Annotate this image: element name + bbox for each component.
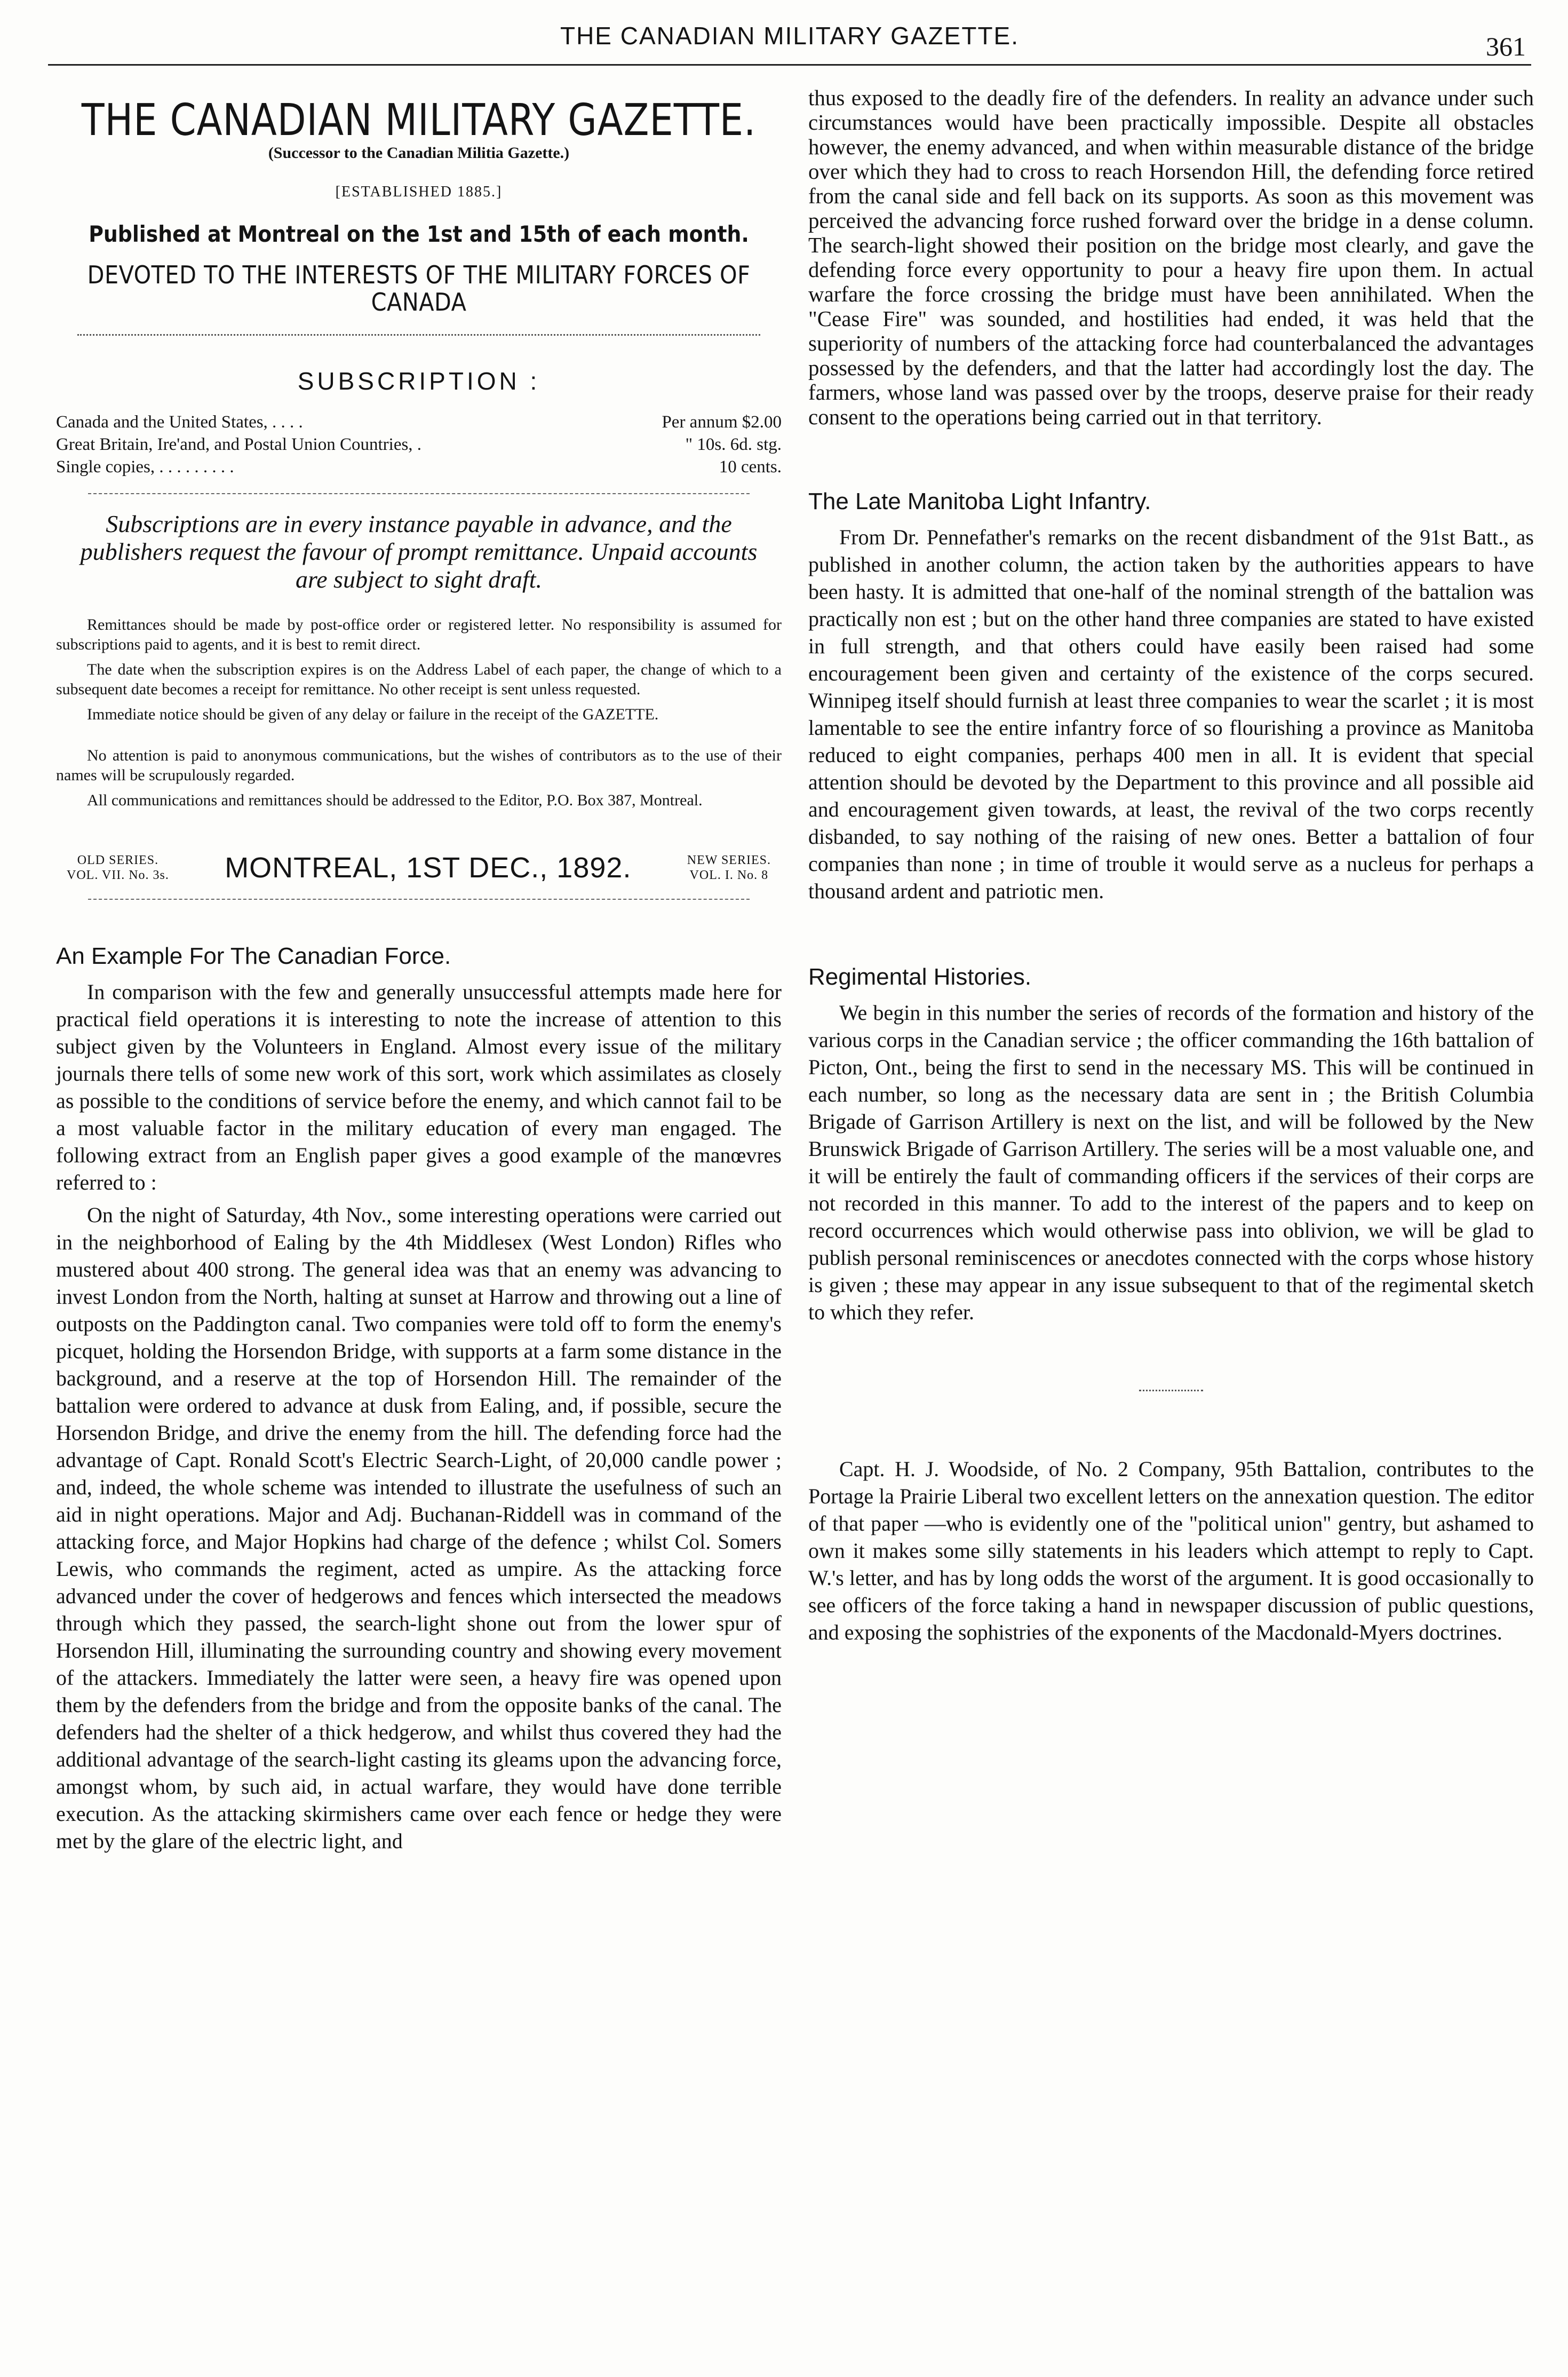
new-series — [687, 853, 771, 883]
masthead-established: [ESTABLISHED 1885.] — [335, 184, 503, 200]
notice-paragraph: No attention is paid to anonymous communications, but the wishes of contributors as to the use of their names will be scrupulously regarded. — [56, 747, 782, 784]
old-series-volume: VOL. VII. No. 3s. — [67, 868, 169, 882]
left-column — [56, 85, 782, 1860]
notice-paragraph: The date when the subscription expires is on the Address Label of each paper, the change of which to a subsequent date becomes a receipt for remittance. No other receipt is sent unless requested. — [56, 661, 782, 698]
masthead-published: Published at Montreal on the 1st and 15th of each month. — [89, 221, 749, 247]
masthead-devoted: DEVOTED TO THE INTERESTS OF THE MILITARY FORCES OF CANADA — [87, 260, 751, 316]
masthead-successor: (Successor to the Canadian Militia Gazette.) — [268, 144, 570, 162]
running-header-title: THE CANADIAN MILITARY GAZETTE. — [560, 22, 1019, 50]
article-paragraph: We begin in this number the series of records of the formation and history of the various corps in the Canadian service ; the officer commanding the 16th battalion of Picton, Ont., being the first to send in the necessary MS. This will be continued in each number, so long as the necessary data are sent in ; the British Columbia Brigade of Garrison Artillery is next on the list, and will be followed by the New Brunswick Brigade of Garrison Artillery. The series will be a most valuable one, and it will be entirely the fault of commanding officers if the services of their corps are not recorded in this manner. To add to the interest of the papers and to keep on record occurrences which would otherwise pass into oblivion, we will be glad to publish personal reminiscences or anecdotes connected with the corps whose history is given ; these may appear in any issue subsequent to that of the regimental sketch to which they refer. — [808, 1001, 1534, 1324]
new-series-volume: VOL. I. No. 8 — [689, 868, 769, 882]
rate-row — [56, 456, 782, 478]
rate-row — [56, 411, 782, 433]
divider — [88, 493, 750, 494]
rate-label: Canada and the United States, . . . . — [56, 413, 303, 432]
rate-row — [56, 433, 782, 456]
old-series-label: OLD SERIES. — [77, 853, 159, 867]
notice-paragraph: Immediate notice should be given of any delay or failure in the receipt of the GAZETTE. — [87, 706, 659, 723]
new-series-label: NEW SERIES. — [687, 853, 771, 867]
article-paragraph: Capt. H. J. Woodside, of No. 2 Company, 95th Battalion, contributes to the Portage la Prairie Liberal two excellent letters on the annexation question. The editor of that paper —who is evidently one of the "political union" gentry, but ashamed to own it makes some silly statements in his leaders which attempt to reply to Capt. W.'s letter, and has by long odds the worst of the argument. It is good occasionally to see officers of the force taking a hand in newspaper discussion of public questions, and exposing the sophistries of the exponents of the Macdonald-Myers doctrines. — [808, 1457, 1534, 1644]
article-paragraph: On the night of Saturday, 4th Nov., some interesting operations were carried out in the neighborhood of Ealing by the 4th Middlesex (West London) Rifles who mustered about 400 strong. The general idea was that an enemy was advancing to invest London from the North, halting at sunset at Harrow and throwing out a line of outposts on the Paddington canal. Two companies were told off to form the enemy's picquet, holding the Horsendon Bridge, with supports at a farm some distance in the background, and a reserve at the top of Horsendon Hill. The remainder of the battalion were ordered to advance at dusk from Ealing, and, if possible, secure the Horsendon Bridge, and drive the enemy from the hill. The defending force had the advantage of Capt. Ronald Scott's Electric Search-Light, of 20,000 candle power ; and, indeed, the whole scheme was intended to illustrate the usefulness of such an aid in night operations. Major and Adj. Buchanan-Riddell was in command of the attacking force, and Major Hopkins had charge of the defence ; whilst Col. Somers Lewis, who commands the regiment, acted as umpire. As the attacking force advanced under the cover of hedgerows and fences which intersected the meadows through which they passed, the search-light shone out from the lower spur of Horsendon Hill, illuminating the surrounding country and showing every movement of the attackers. Immediately the latter were seen, a heavy fire was opened upon them by the defenders from the bridge and from the opposite banks of the canal. The defenders had the shelter of a thick hedgerow, and whilst thus covered they had the additional advantage of the search-light casting its gleams upon the advancing force, amongst whom, by such aid, in actual warfare, they would have done terrible execution. As the attacking skirmishers came over each fence or hedge they were met by the glare of the electric light, and — [56, 1203, 782, 1853]
rate-value: " 10s. 6d. stg. — [685, 435, 782, 454]
divider — [88, 899, 750, 900]
divider — [1139, 1390, 1203, 1391]
rate-value: Per annum $2.00 — [662, 413, 782, 432]
article-heading: Regimental Histories. — [808, 964, 1032, 990]
article-paragraph: In comparison with the few and generally unsuccessful attempts made here for practical field operations it is interesting to note the increase of attention to this subject given by the Volunteers in England. Almost every issue of the military journals there tells of some new work of this sort, work which assimilates as closely as possible to the conditions of service before the enemy, and which cannot fail to be a most valuable factor in the military education of every man engaged. The following extract from an English paper gives a good example of the manœvres referred to : — [56, 980, 782, 1194]
divider — [77, 334, 760, 336]
notice-paragraph: Remittances should be made by post-office order or registered letter. No responsibility is assumed for subscriptions paid to agents, and it is best to remit direct. — [56, 616, 782, 653]
old-series — [67, 853, 169, 883]
article-continuation: thus exposed to the deadly fire of the defenders. In reality an advance under such circumstances would have been practically impossible. Despite all obstacles however, the enemy advanced, and when within measurable distance of the bridge over which they had to cross to reach Horsendon Hill, the defending force retired from the canal side and fell back on its supports. As soon as this movement was perceived the advancing force rushed forward over the bridge in a dense column. The search-light showed their position on the bridge most clearly, and gave the defending force every opportunity to pour a heavy fire upon them. In actual warfare the force crossing the bridge must have been annihilated. When the "Cease Fire" was sounded, and hostilities had ended, it was held that the superiority of numbers of the attacking force had counterbalanced the advantages possessed by the defenders, and that the latter had accordingly lost the day. The farmers, whose land was passed over by the troops, deserve praise for their ready consent to the operations being carried out in that territory. — [808, 85, 1534, 429]
article-heading: An Example For The Canadian Force. — [56, 943, 451, 969]
right-column — [808, 85, 1534, 1651]
dateline — [67, 853, 771, 883]
issue-date: MONTREAL, 1ST DEC., 1892. — [225, 851, 632, 884]
rate-label: Single copies, . . . . . . . . . — [56, 457, 234, 477]
subscription-heading: SUBSCRIPTION : — [297, 367, 540, 395]
masthead-title: THE CANADIAN MILITARY GAZETTE. — [81, 95, 757, 146]
page-number: 361 — [1486, 31, 1526, 61]
article-paragraph: From Dr. Pennefather's remarks on the recent disbandment of the 91st Batt., as published in another column, the action taken by the authorities appears to have been hasty. It is admitted that one-half of the nominal strength of the battalion was practically non est ; but on the other hand three companies are stated to have existed in full strength, and that others could have easily been raised had some encouragement been given and certainty of the existence of the corps secured. Winnipeg itself should furnish at least three companies to wear the scarlet ; it is most lamentable to see the entire infantry force of so flourishing a province as Manitoba reduced to eight companies, perhaps 400 men in all. It is evident that special attention should be devoted by the Department to this province and all possible aid and encouragement given towards, at least, the revival of the two corps recently disbanded, to say nothing of the raising of new ones. Better a battalion of four companies than none ; in time of trouble it would serve as a nucleus for perhaps a thousand ardent and patriotic men. — [808, 525, 1534, 903]
notice-paragraph: All communications and remittances should be addressed to the Editor, P.O. Box 387, Montreal. — [87, 791, 703, 809]
rate-label: Great Britain, Ire'and, and Postal Union Countries, . — [56, 435, 422, 454]
rate-value: 10 cents. — [719, 457, 782, 477]
payment-notice: Subscriptions are in every instance payable in advance, and the publishers request the favour of prompt remittance. Unpaid accounts are subject to sight draft. — [80, 510, 758, 593]
running-header — [48, 0, 1531, 66]
article-heading: The Late Manitoba Light Infantry. — [808, 488, 1151, 514]
